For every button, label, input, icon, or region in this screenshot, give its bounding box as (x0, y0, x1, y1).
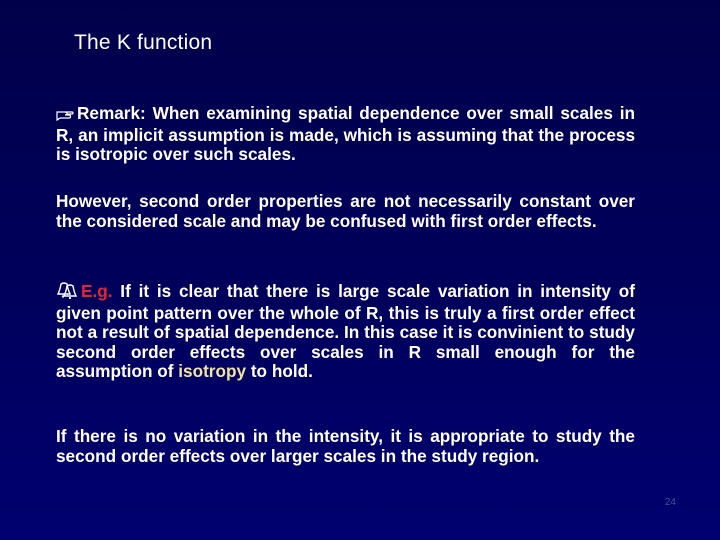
second-order-paragraph: However, second order properties are not necessarily constant over the considered scale and may be confused with first order effects. (56, 191, 635, 231)
remark-paragraph (56, 104, 635, 165)
slide-title: The K function (74, 31, 213, 54)
isotropy-highlight: isotropy (178, 361, 247, 381)
example-paragraph (56, 282, 635, 382)
page-number: 24 (664, 497, 676, 508)
remark-text: When examining spatial dependence over small scales in R, an implicit assumption is made, which is assuming that the process is isotropic over such scales. (56, 103, 635, 164)
bell-icon (56, 282, 78, 304)
example-text-after: to hold. (246, 361, 313, 381)
remark-lead: Remark: (77, 103, 153, 123)
no-variation-paragraph: If there is no variation in the intensity, it is appropriate to study the second order effects over larger scales in the study region. (56, 426, 635, 466)
example-label: E.g. (81, 281, 113, 301)
example-text-before: If it is clear that there is large scale variation in intensity of given point pattern over the whole of R, this is truly a first order effect not a result of spatial dependence. In this case it is convinient to study second order effects over scales in R small enough for the assumption of (56, 281, 635, 381)
pointing-hand-icon (56, 106, 74, 126)
